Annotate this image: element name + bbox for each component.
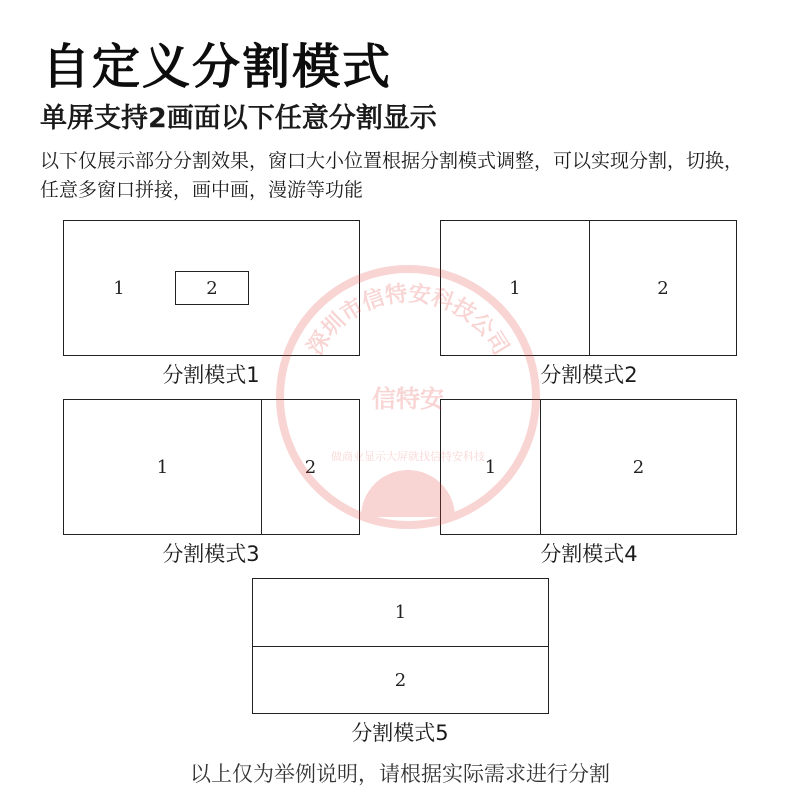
footer-note: 以上仅为举例说明，请根据实际需求进行分割 [190, 762, 610, 786]
pane-2: 2 [540, 400, 736, 534]
pane-1: 1 [156, 456, 169, 478]
seal-bottom-text: 做商业显示大屏就找信特安科技 [331, 450, 485, 463]
split-mode-1-caption: 分割模式1 [162, 363, 260, 387]
pane-2: 2 [261, 400, 359, 534]
description-text: 以下仅展示部分分割效果，窗口大小位置根据分割模式调整，可以实现分割，切换，任意多窗口拼接，画中画，漫游等功能 [40, 150, 744, 201]
pane-1: 1 [509, 277, 521, 299]
split-mode-2-diagram [440, 220, 737, 356]
pane-1: 1 [484, 456, 497, 478]
split-mode-3-caption: 分割模式3 [162, 542, 260, 566]
pane-2: 2 [253, 646, 548, 713]
page-title: 自定义分割模式 [42, 39, 393, 95]
split-mode-4-caption: 分割模式4 [540, 542, 638, 566]
pip-pane-2: 2 [175, 271, 249, 305]
split-mode-3-diagram [63, 399, 360, 535]
page-subtitle: 单屏支持2画面以下任意分割显示 [40, 103, 437, 134]
split-mode-4-diagram [440, 399, 737, 535]
split-mode-5-caption: 分割模式5 [351, 721, 449, 745]
split-mode-1-diagram [63, 220, 360, 356]
seal-center-text: 信特安 [372, 385, 444, 413]
seal-ring-text: 深圳市信特安科技公司 [302, 281, 514, 360]
split-mode-5-diagram [252, 578, 549, 714]
pane-1: 1 [113, 277, 125, 299]
pane-1: 1 [394, 602, 407, 623]
split-mode-2-caption: 分割模式2 [540, 363, 638, 387]
pane-2: 2 [589, 221, 736, 355]
